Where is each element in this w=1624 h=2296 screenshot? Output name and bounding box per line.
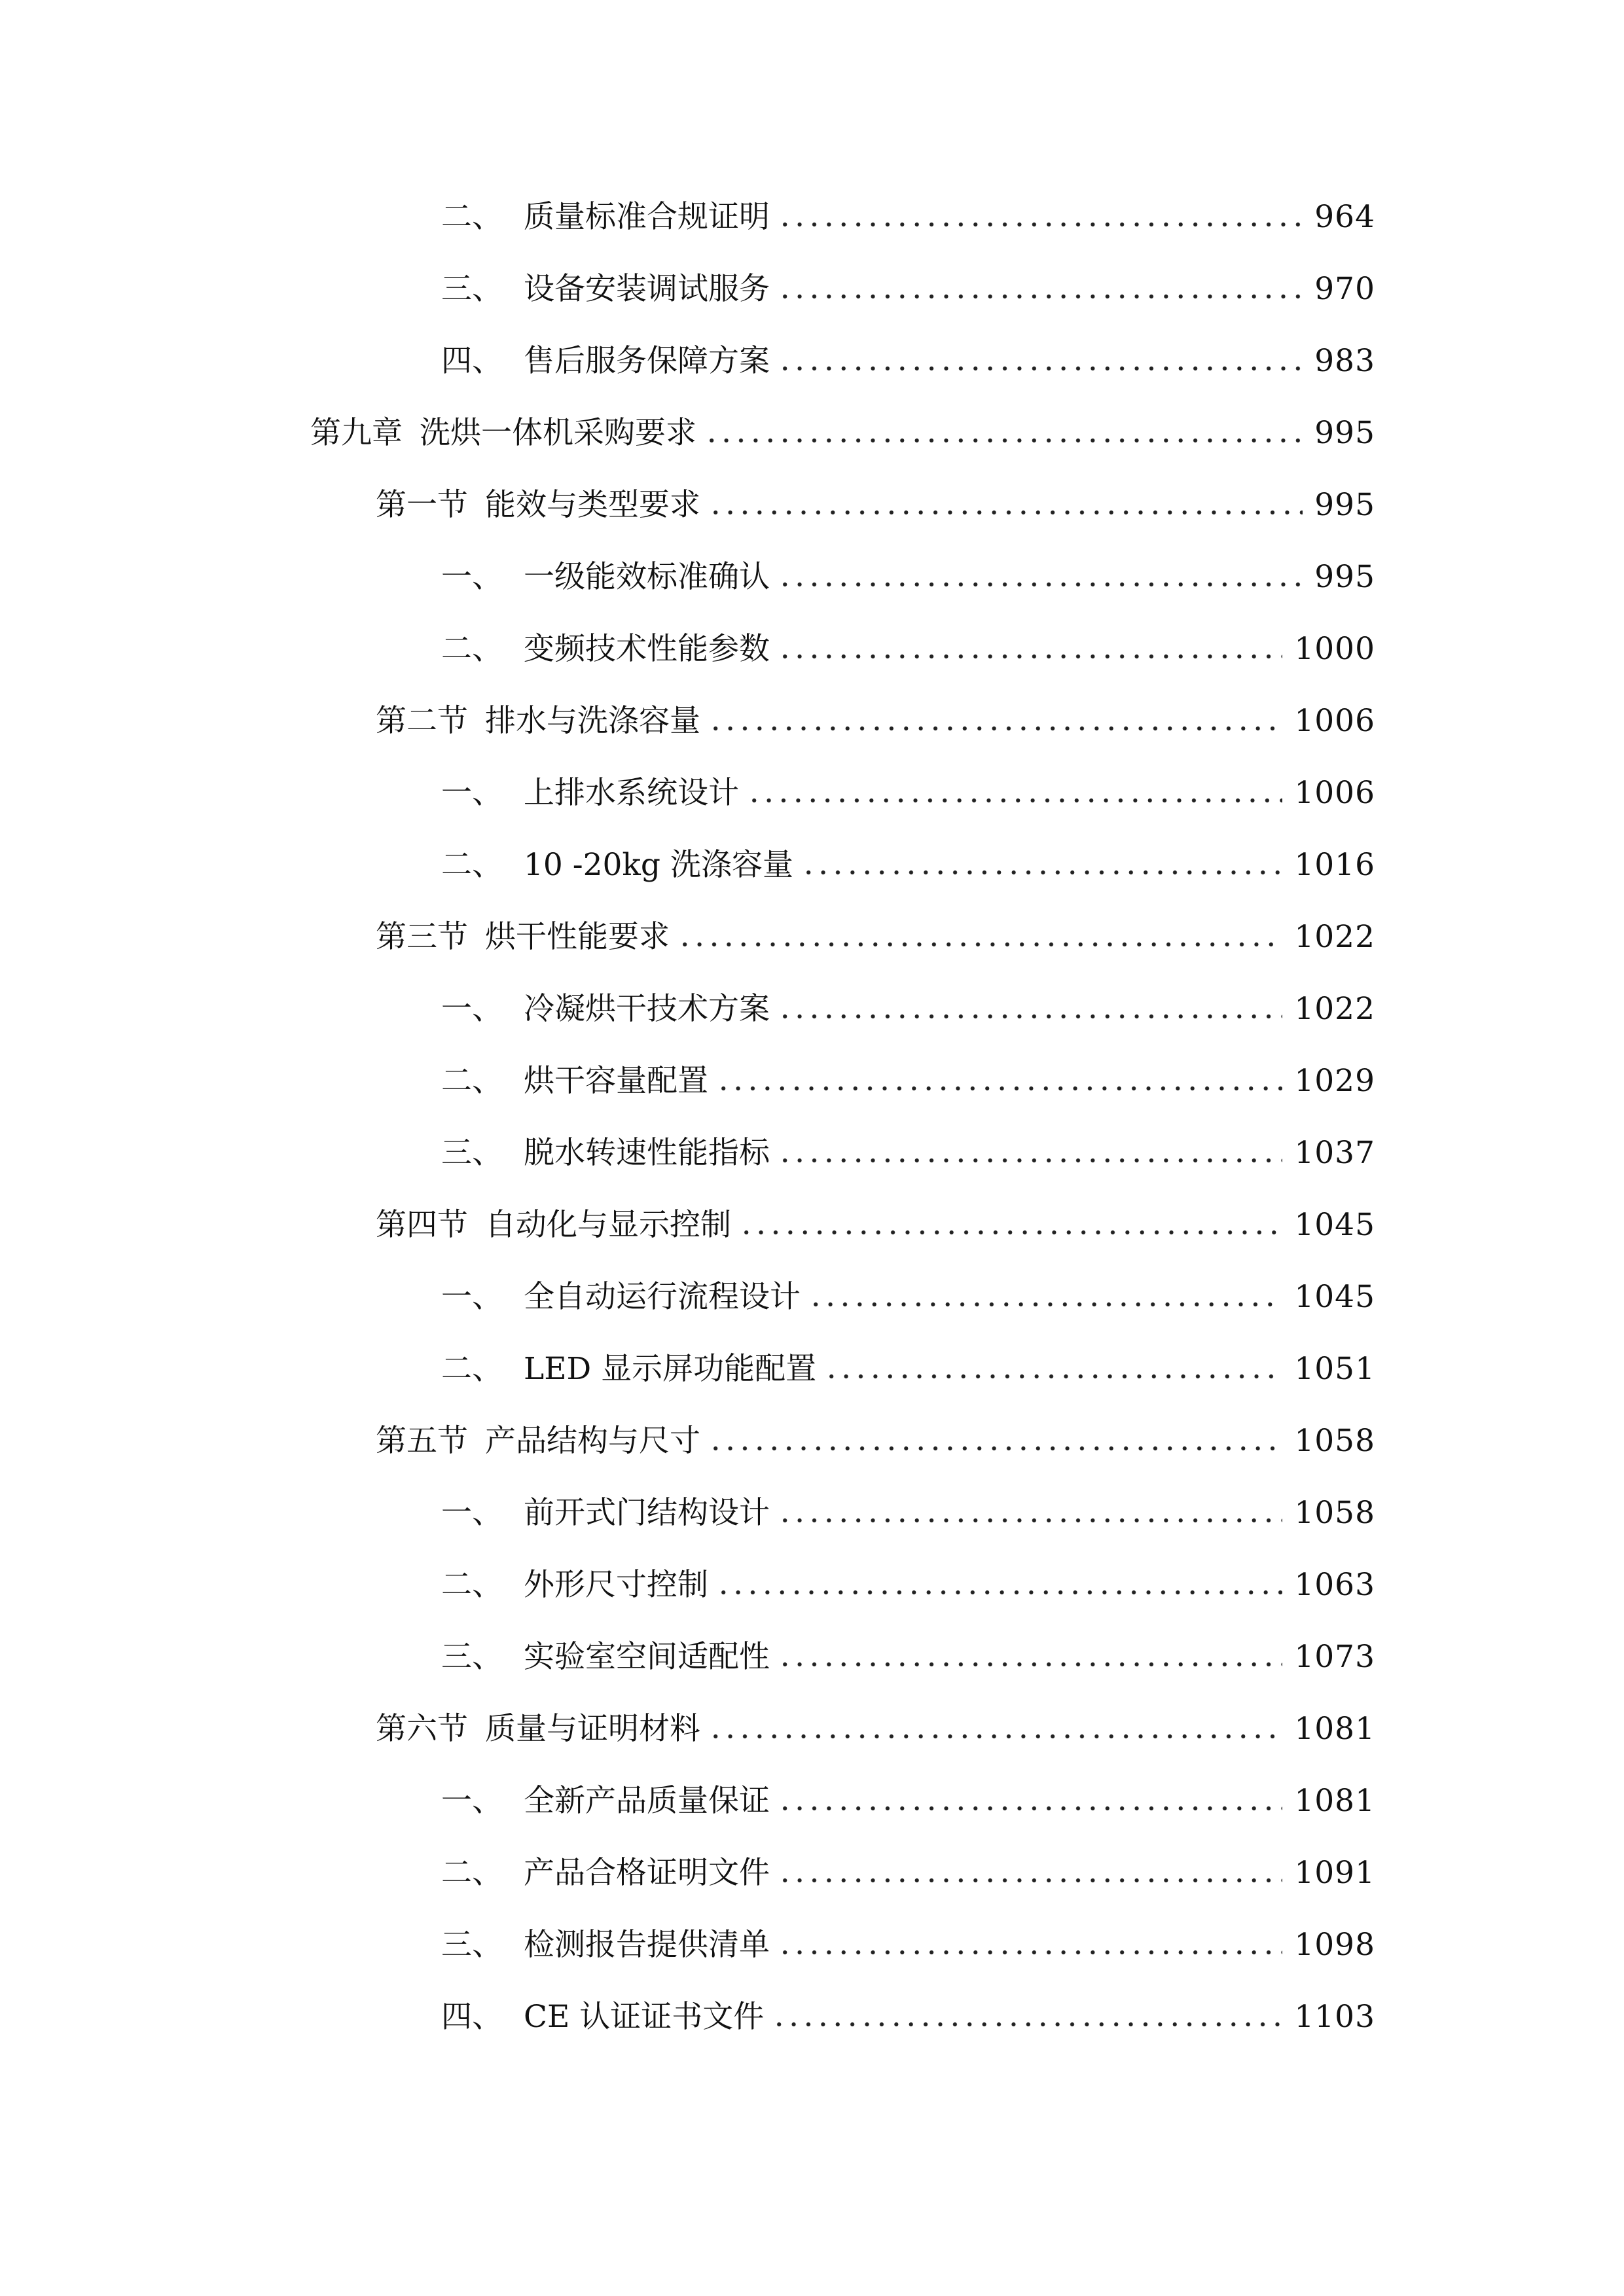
toc-entry-title: 能效与类型要求 [485, 487, 700, 523]
toc-entry-prefix: 第三节 [376, 919, 468, 955]
toc-entry-page-number: 1058 [1294, 1495, 1375, 1531]
toc-entry[interactable] [441, 1559, 1375, 1611]
toc-entry-page-number: 1058 [1294, 1423, 1375, 1459]
toc-entry-title: 外形尺寸控制 [524, 1567, 708, 1603]
toc-entry[interactable] [441, 1271, 1375, 1323]
toc-entry-prefix: 第九章 [310, 415, 403, 451]
toc-entry-page-number: 1103 [1294, 1999, 1375, 2035]
toc-entry-title: 产品合格证明文件 [524, 1855, 770, 1891]
toc-entry-prefix: 一、 [441, 991, 503, 1027]
toc-entry-title: 自动化与显示控制 [485, 1207, 731, 1243]
toc-entry[interactable] [441, 263, 1375, 315]
toc-entry-page-number: 1029 [1294, 1063, 1375, 1099]
toc-entry-section[interactable] [376, 1703, 1375, 1755]
toc-entry[interactable] [441, 1919, 1375, 1971]
toc-entry-page-number: 995 [1314, 487, 1375, 523]
dot-leader [778, 1660, 1282, 1669]
toc-entry[interactable] [441, 551, 1375, 603]
toc-entry[interactable] [441, 767, 1375, 819]
toc-entry-page-number: 970 [1314, 271, 1375, 307]
dot-leader [778, 1804, 1282, 1813]
toc-entry-page-number: 1045 [1294, 1279, 1375, 1315]
toc-entry-page-number: 1000 [1294, 631, 1375, 667]
toc-entry-title: CE 认证证书文件 [524, 1999, 765, 2035]
toc-entry-prefix: 三、 [441, 1927, 503, 1963]
dot-leader [778, 652, 1282, 661]
toc-entry-page-number: 1091 [1294, 1855, 1375, 1891]
toc-entry-page-number: 1022 [1294, 991, 1375, 1027]
toc-entry[interactable] [441, 1847, 1375, 1899]
toc-entry-section[interactable] [376, 911, 1375, 963]
toc-entry-title: LED 显示屏功能配置 [524, 1351, 817, 1387]
toc-entry-prefix: 四、 [441, 343, 503, 379]
dot-leader [801, 868, 1282, 877]
toc-entry-page-number: 1006 [1294, 703, 1375, 739]
toc-entry[interactable] [441, 1343, 1375, 1395]
toc-entry-title: 冷凝烘干技术方案 [524, 991, 770, 1027]
toc-entry-prefix: 第四节 [376, 1207, 468, 1243]
toc-entry-prefix: 三、 [441, 271, 503, 307]
toc-entry[interactable] [441, 1775, 1375, 1827]
dot-leader [778, 220, 1303, 229]
toc-entry-title: 烘干容量配置 [524, 1063, 708, 1099]
toc-entry-title: 检测报告提供清单 [524, 1927, 770, 1963]
toc-entry-page-number: 1073 [1294, 1639, 1375, 1675]
toc-entry-prefix: 四、 [441, 1999, 503, 2035]
dot-leader [778, 364, 1303, 373]
toc-entry-prefix: 二、 [441, 1351, 503, 1387]
dot-leader [708, 1444, 1282, 1453]
dot-leader [747, 796, 1282, 805]
dot-leader [704, 436, 1303, 445]
toc-entry-prefix: 三、 [441, 1135, 503, 1171]
toc-entry[interactable] [441, 839, 1375, 891]
toc-entry-page-number: 1051 [1294, 1351, 1375, 1387]
dot-leader [708, 724, 1282, 733]
toc-entry-page-number: 1081 [1294, 1783, 1375, 1819]
toc-entry-prefix: 三、 [441, 1639, 503, 1675]
toc-entry-page-number: 1081 [1294, 1711, 1375, 1747]
toc-entry-section[interactable] [376, 1199, 1375, 1251]
dot-leader [778, 1876, 1282, 1885]
toc-entry-title: 10 -20kg 洗涤容量 [524, 847, 793, 883]
toc-entry[interactable] [441, 1055, 1375, 1107]
dot-leader [808, 1300, 1282, 1309]
toc-entry-page-number: 1006 [1294, 775, 1375, 811]
toc-entry[interactable] [441, 335, 1375, 387]
toc-entry-page-number: 983 [1314, 343, 1375, 379]
toc-entry-prefix: 二、 [441, 847, 503, 883]
toc-entry-page-number: 995 [1314, 559, 1375, 595]
dot-leader [708, 508, 1303, 517]
toc-entry-title: 全新产品质量保证 [524, 1783, 770, 1819]
toc-entry-title: 质量与证明材料 [485, 1711, 700, 1747]
toc-entry-chapter[interactable] [310, 407, 1375, 459]
toc-entry-prefix: 二、 [441, 199, 503, 235]
toc-entry-page-number: 1016 [1294, 847, 1375, 883]
toc-entry-title: 前开式门结构设计 [524, 1495, 770, 1531]
dot-leader [778, 1948, 1282, 1957]
toc-entry-prefix: 一、 [441, 775, 503, 811]
toc-entry[interactable] [441, 1127, 1375, 1179]
dot-leader [772, 2020, 1282, 2029]
toc-entry-title: 排水与洗涤容量 [485, 703, 700, 739]
toc-entry-prefix: 第六节 [376, 1711, 468, 1747]
toc-entry-title: 一级能效标准确认 [524, 559, 770, 595]
toc-entry-title: 实验室空间适配性 [524, 1639, 770, 1675]
toc-entry-prefix: 二、 [441, 1855, 503, 1891]
toc-entry-title: 上排水系统设计 [524, 775, 739, 811]
toc-entry-title: 洗烘一体机采购要求 [420, 415, 696, 451]
dot-leader [778, 580, 1303, 589]
toc-entry-prefix: 一、 [441, 1495, 503, 1531]
toc-entry-page-number: 1037 [1294, 1135, 1375, 1171]
toc-entry-prefix: 第一节 [376, 487, 468, 523]
toc-entry[interactable] [441, 1631, 1375, 1683]
toc-entry[interactable] [441, 191, 1375, 243]
toc-entry[interactable] [441, 623, 1375, 675]
toc-entry-title: 变频技术性能参数 [524, 631, 770, 667]
toc-entry-section[interactable] [376, 695, 1375, 747]
toc-entry-prefix: 二、 [441, 1063, 503, 1099]
toc-entry[interactable] [441, 983, 1375, 1035]
dot-leader [739, 1228, 1282, 1237]
toc-entry-prefix: 二、 [441, 631, 503, 667]
toc-entry-page-number: 1022 [1294, 919, 1375, 955]
toc-entry-prefix: 二、 [441, 1567, 503, 1603]
toc-entry-prefix: 一、 [441, 1783, 503, 1819]
dot-leader [716, 1084, 1282, 1093]
toc-entry-prefix: 第五节 [376, 1423, 468, 1459]
toc-entry-title: 设备安装调试服务 [524, 271, 770, 307]
toc-entry-title: 脱水转速性能指标 [524, 1135, 770, 1171]
toc-entry-title: 产品结构与尺寸 [485, 1423, 700, 1459]
dot-leader [778, 1516, 1282, 1525]
toc-entry[interactable] [441, 1487, 1375, 1539]
toc-entry-title: 质量标准合规证明 [524, 199, 770, 235]
dot-leader [677, 940, 1282, 949]
dot-leader [824, 1372, 1282, 1381]
dot-leader [708, 1732, 1282, 1741]
toc-entry-title: 售后服务保障方案 [524, 343, 770, 379]
toc-entry-page-number: 995 [1314, 415, 1375, 451]
toc-entry-page-number: 1063 [1294, 1567, 1375, 1603]
toc-entry-page-number: 1045 [1294, 1207, 1375, 1243]
toc-entry-page-number: 964 [1314, 199, 1375, 235]
toc-entry-section[interactable] [376, 479, 1375, 531]
toc-entry-prefix: 第二节 [376, 703, 468, 739]
dot-leader [778, 1156, 1282, 1165]
toc-entry-prefix: 一、 [441, 1279, 503, 1315]
toc-entry-prefix: 一、 [441, 559, 503, 595]
dot-leader [778, 292, 1303, 301]
toc-entry-page-number: 1098 [1294, 1927, 1375, 1963]
toc-entry[interactable] [441, 1991, 1375, 2043]
dot-leader [716, 1588, 1282, 1597]
toc-entry-section[interactable] [376, 1415, 1375, 1467]
toc-entry-title: 烘干性能要求 [485, 919, 670, 955]
toc-entry-title: 全自动运行流程设计 [524, 1279, 801, 1315]
dot-leader [778, 1012, 1282, 1021]
